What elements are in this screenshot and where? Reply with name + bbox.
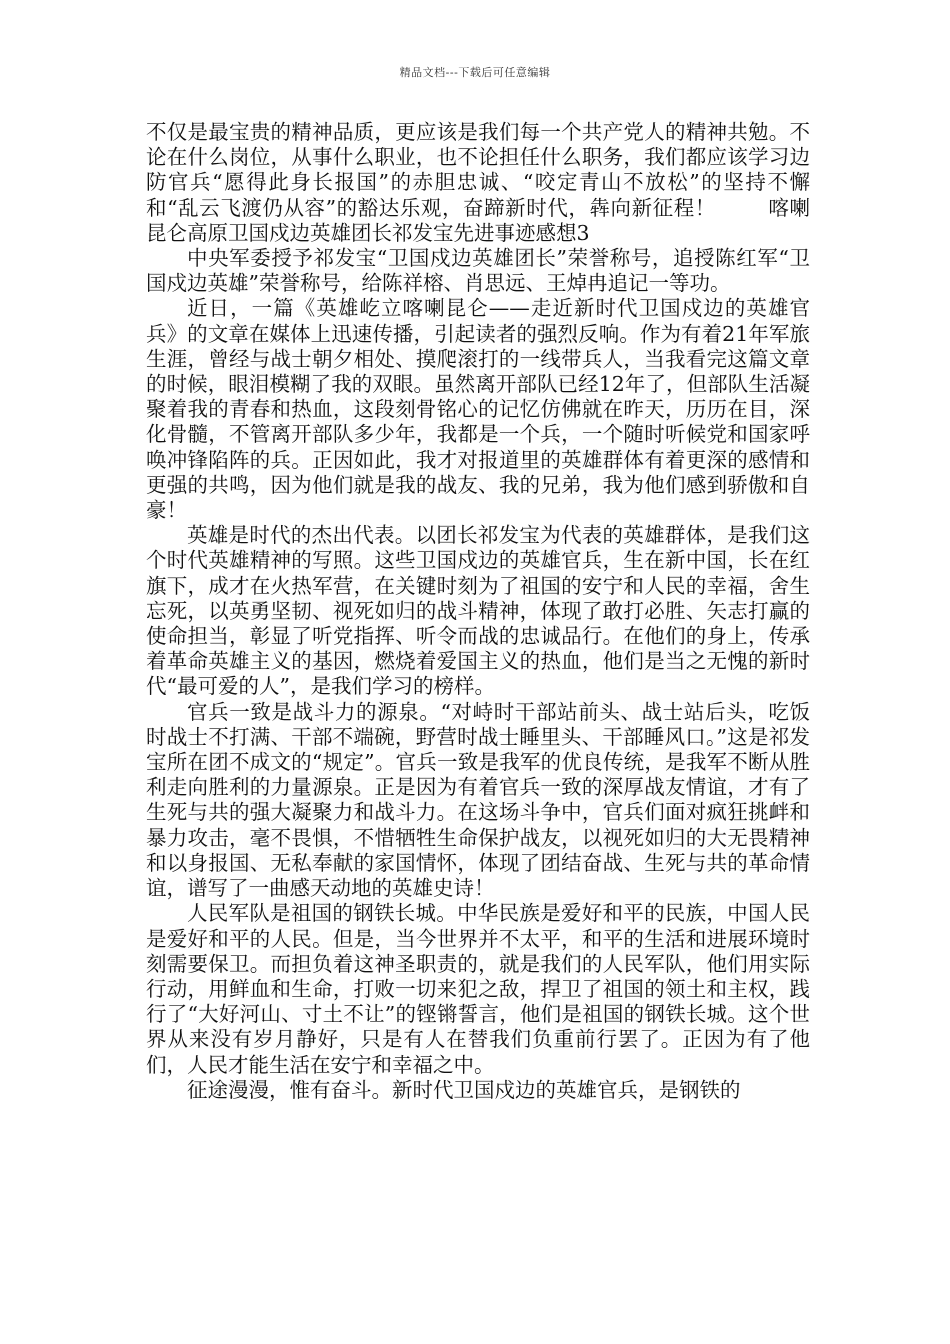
- paragraph-1-text: 不仅是最宝贵的精神品质，更应该是我们每一个共产党人的精神共勉。不论在什么岗位，从事什么职业，也不论担任什么职务，我们都应该学习边防官兵“愿得此身长报国”的赤胆忠诚、“咬定青山不放松”的坚持不懈和“乱云飞渡仍从容”的豁达乐观，奋蹄新时代，犇向新征程！: [146, 120, 810, 220]
- paragraph-6: 人民军队是祖国的钢铁长城。中华民族是爱好和平的民族，中国人民是爱好和平的人民。但是，当今世界并不太平，和平的生活和进展环境时刻需要保卫。而担负着这神圣职责的，就是我们的人民军队，他们用实际行动，用鲜血和生命，打败一切来犯之敌，捍卫了祖国的领土和主权，践行了“大好河山、寸土不让”的铿锵誓言，他们是祖国的钢铁长城。这个世界从来没有岁月静好，只是有人在替我们负重前行罢了。正因为有了他们，人民才能生活在安宁和幸福之中。: [146, 901, 810, 1077]
- page-header: 精品文档---下载后可任意编辑: [399, 66, 551, 79]
- paragraph-1: [146, 120, 810, 246]
- document-body: [146, 120, 810, 1103]
- section-title: 喀喇昆仑高原卫国戍边英雄团长祁发宝先进事迹感想3: [146, 195, 810, 245]
- paragraph-4: 英雄是时代的杰出代表。以团长祁发宝为代表的英雄群体，是我们这个时代英雄精神的写照。这些卫国戍边的英雄官兵，生在新中国，长在红旗下，成才在火热军营，在关键时刻为了祖国的安宁和人民的幸福，舍生忘死，以英勇坚韧、视死如归的战斗精神，体现了敢打必胜、矢志打赢的使命担当，彰显了听党指挥、听令而战的忠诚品行。在他们的身上，传承着革命英雄主义的基因，燃烧着爱国主义的热血，他们是当之无愧的新时代“最可爱的人”，是我们学习的榜样。: [146, 523, 810, 699]
- paragraph-7: 征途漫漫，惟有奋斗。新时代卫国戍边的英雄官兵，是钢铁的: [187, 1077, 741, 1102]
- paragraph-2: 中央军委授予祁发宝“卫国戍边英雄团长”荣誉称号，追授陈红军“卫国戍边英雄”荣誉称号，给陈祥榕、肖思远、王焯冉追记一等功。: [146, 246, 810, 296]
- paragraph-3: 近日，一篇《英雄屹立喀喇昆仑——走近新时代卫国戍边的英雄官兵》的文章在媒体上迅速传播，引起读者的强烈反响。作为有着21年军旅生涯，曾经与战士朝夕相处、摸爬滚打的一线带兵人，当我看完这篇文章的时候，眼泪模糊了我的双眼。虽然离开部队已经12年了，但部队生活凝聚着我的青春和热血，这段刻骨铭心的记忆仿佛就在昨天，历历在目，深化骨髓，不管离开部队多少年，我都是一个兵，一个随时听候党和国家呼唤冲锋陷阵的兵。正因如此，我才对报道里的英雄群体有着更深的感情和更强的共鸣，因为他们就是我的战友、我的兄弟，我为他们感到骄傲和自豪！: [146, 296, 810, 523]
- paragraph-5: 官兵一致是战斗力的源泉。“对峙时干部站前头、战士站后头，吃饭时战士不打满、干部不端碗，野营时战士睡里头、干部睡风口。”这是祁发宝所在团不成文的“规定”。官兵一致是我军的优良传统，是我军不断从胜利走向胜利的力量源泉。正是因为有着官兵一致的深厚战友情谊，才有了生死与共的强大凝聚力和战斗力。在这场斗争中，官兵们面对疯狂挑衅和暴力攻击，毫不畏惧，不惜牺牲生命保护战友，以视死如归的大无畏精神和以身报国、无私奉献的家国情怀，体现了团结奋战、生死与共的革命情谊，谱写了一曲感天动地的英雄史诗！: [146, 699, 810, 901]
